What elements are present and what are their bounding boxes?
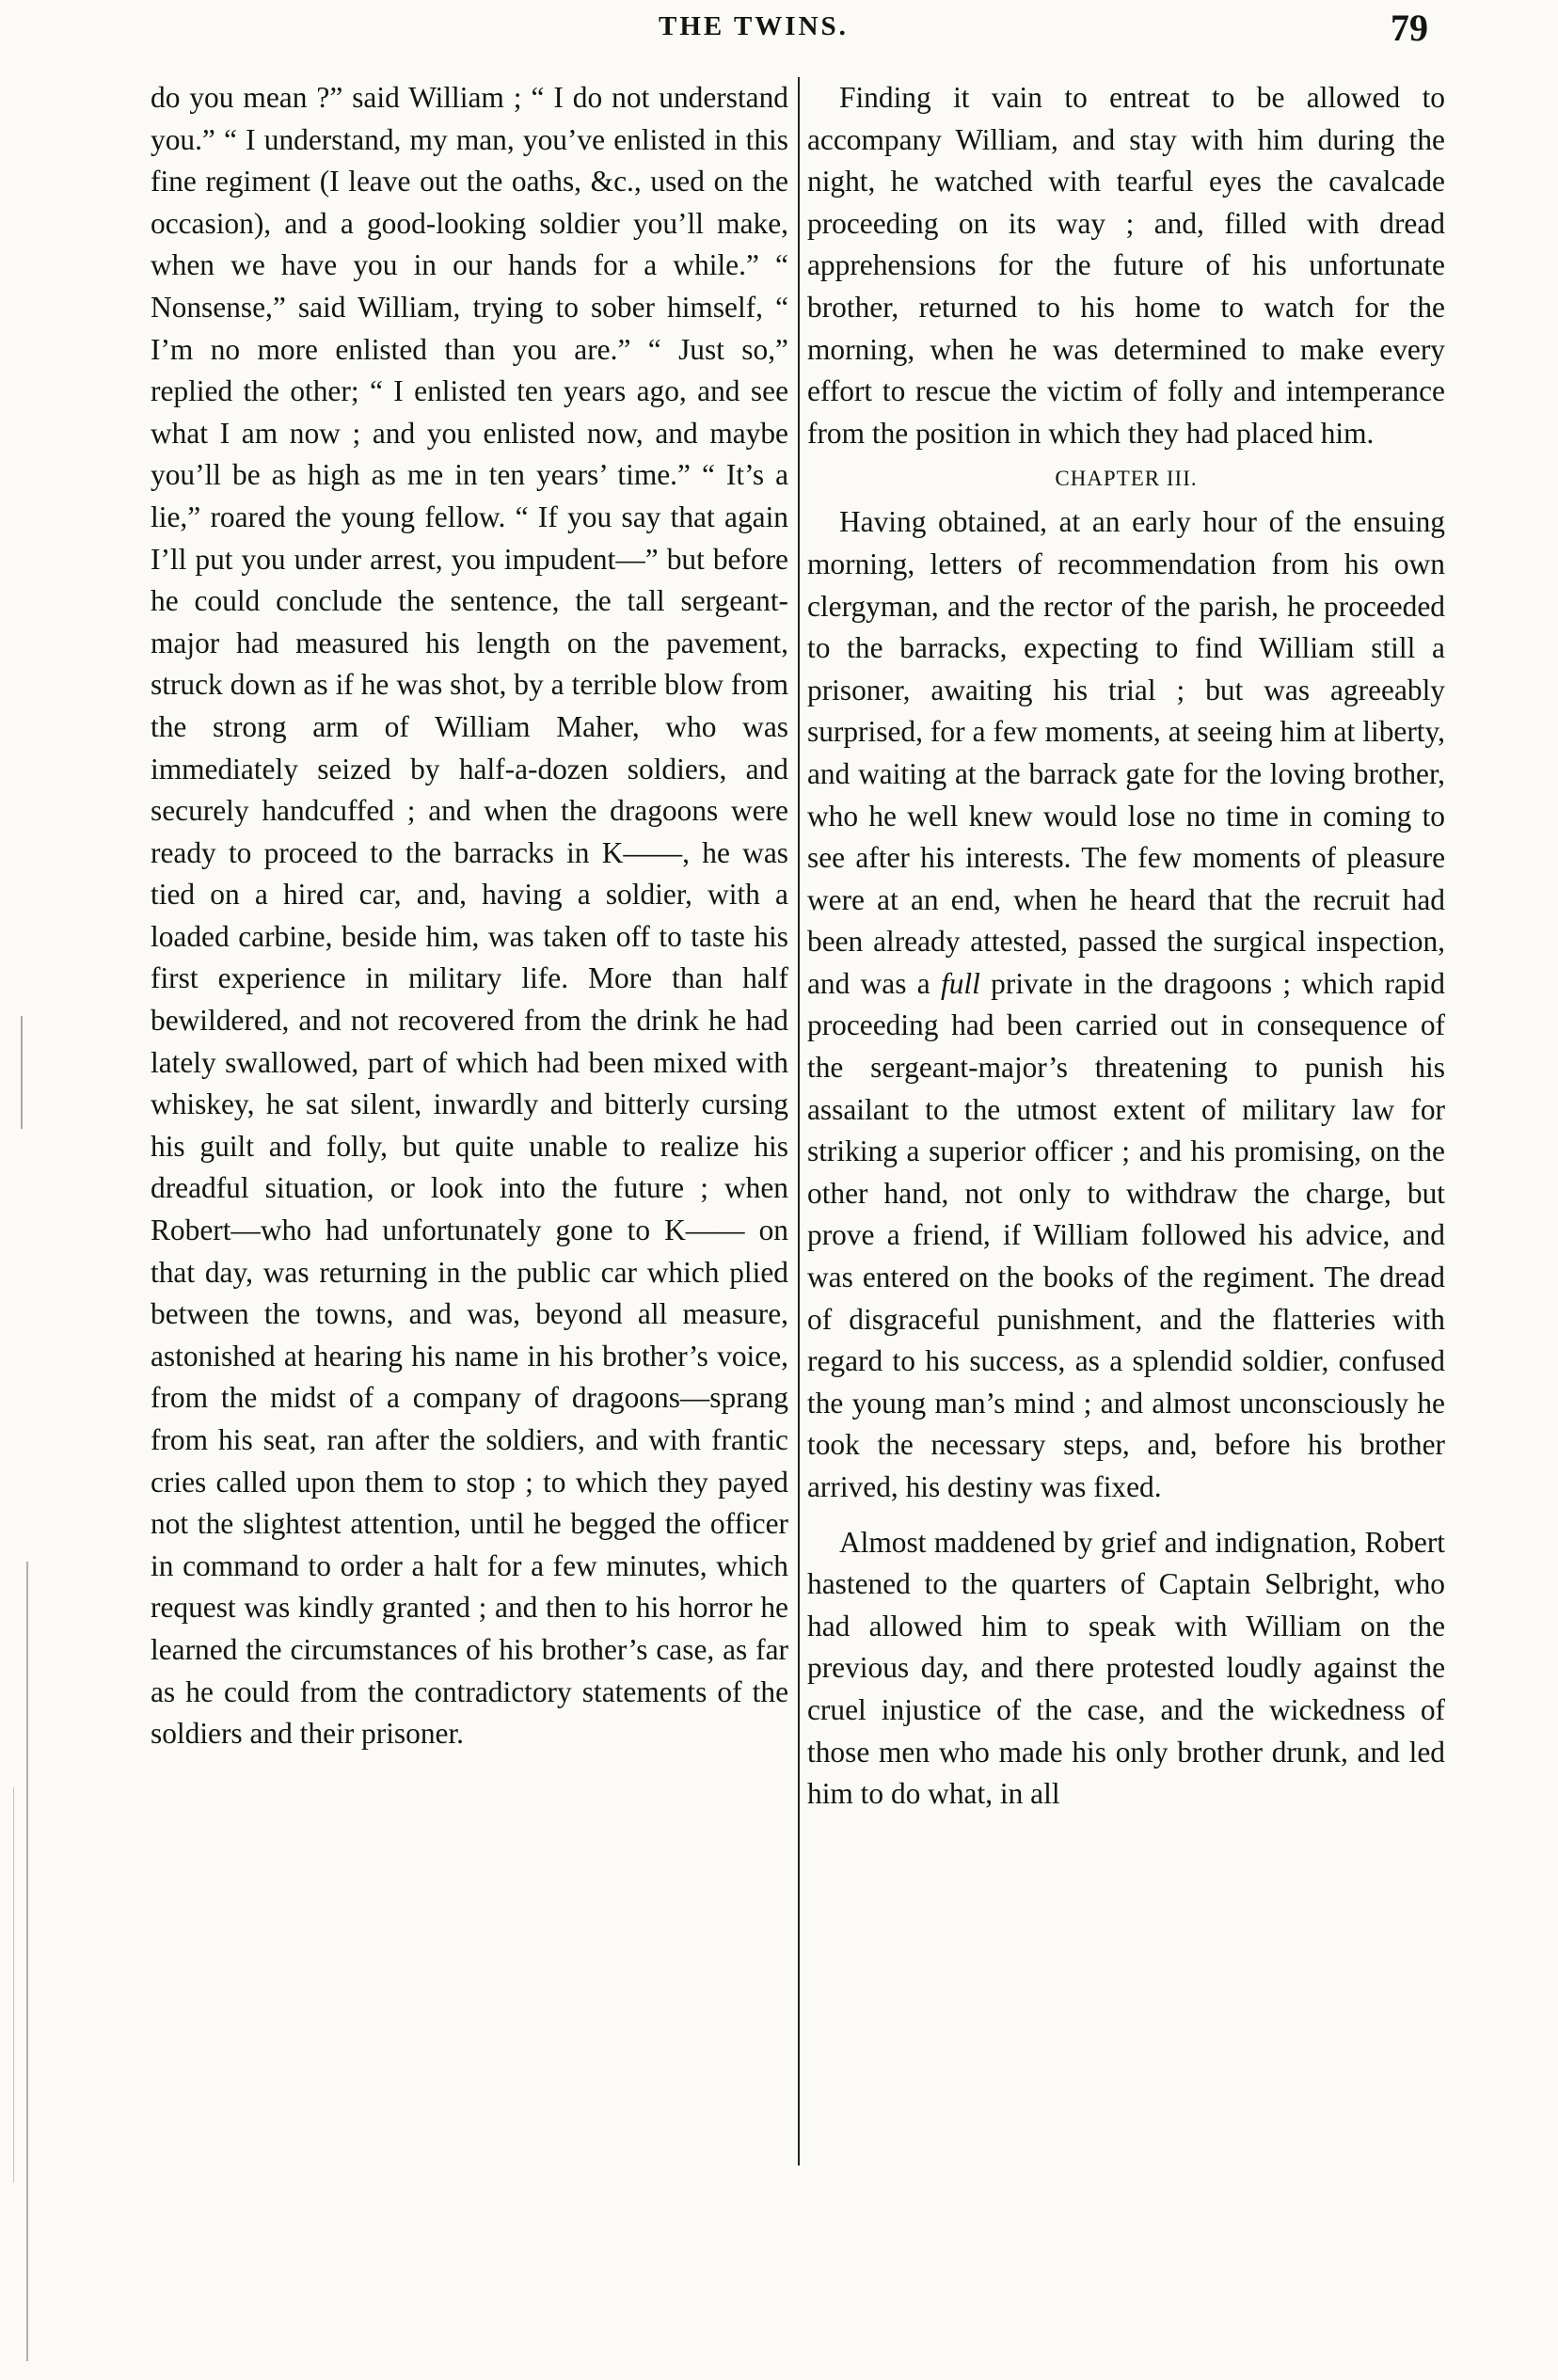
paragraph-2-text-end: private in the dragoons ; which rapid proceeding had been carried out in consequence of the sergeant-major’s threatening to punish his assailant to the utmost extent of military law for striking a superior officer ; and his promising, on the other hand, not only to withdraw the charge, but prove a friend, if William followed his advice, and was entered on the books of the regiment. The dread of disgraceful punishment, and the flatteries with regard to his success, as a splendid soldier, confused the young man’s mind ; and almost unconsciously he took the necessary steps, and, before his brother arrived, his destiny was fixed. — [807, 966, 1445, 1503]
left-column — [151, 77, 788, 1755]
page-number: 79 — [1391, 7, 1428, 49]
running-head: THE TWINS. — [659, 11, 849, 41]
scan-mark-left-margin — [26, 1562, 28, 2361]
right-paragraph-1: Finding it vain to entreat to be allowed to accompany William, and stay with him during the night, he watched with tearful eyes the cavalcade proceeding on its way ; and, filled with dread apprehensions for the future of his unfortunate brother, returned to his home to watch for the morning, when he was determined to make every effort to rescue the victim of folly and intemperance from the position in which they had placed him. — [807, 81, 1445, 450]
left-paragraph: do you mean ?” said William ; “ I do not understand you.” “ I understand, my man, you’ve enlisted in this fine regiment (I leave out the oaths, &c., used on the occasion), and a good-looking soldier you’ll make, when we have you in our hands for a while.” “ Nonsense,” said William, trying to sober himself, “ I’m no more enlisted than you are.” “ Just so,” replied the other; “ I enlisted ten years ago, and see what I am now ; and you enlisted now, and maybe you’ll be as high as me in ten years’ time.” “ It’s a lie,” roared the young fellow. “ If you say that again I’ll put you under arrest, you impudent—” but before he could conclude the sentence, the tall sergeant-major had measured his length on the pavement, struck down as if he was shot, by a terrible blow from the strong arm of William Maher, who was immediately seized by half-a-dozen soldiers, and securely handcuffed ; and when the dragoons were ready to proceed to the barracks in K——, he was tied on a hired car, and, having a soldier, with a loaded carbine, beside him, was taken off to taste his first experience in military life. More than half bewildered, and not recovered from the drink he had lately swallowed, part of which had been mixed with whiskey, he sat silent, inwardly and bitterly cursing his guilt and folly, but quite unable to realize his dreadful situation, or look into the future ; when Robert—who had unfortunately gone to K—— on that day, was returning in the public car which plied between the towns, and was, beyond all measure, astonished at hearing his name in his brother’s voice, from the midst of a company of dragoons—sprang from his seat, ran after the soldiers, and with frantic cries called upon them to stop ; to which they payed not the slightest attention, until he begged the officer in command to order a halt for a few minutes, which request was kindly granted ; and then to his horror he learned the circumstances of his brother’s case, as far as he could from the contradictory statements of the soldiers and their prisoner. — [151, 81, 788, 1751]
column-divider — [798, 77, 800, 2166]
right-column — [807, 77, 1445, 1816]
page-header — [0, 6, 1558, 51]
right-paragraph-3: Almost maddened by grief and indignation, Robert hastened to the quarters of Captain Selbright, who had allowed him to speak with William on the previous day, and there protested loudly against the cruel injustice of the case, and the wickedness of those men who made his only brother drunk, and led him to do what, in all — [807, 1525, 1445, 1811]
right-paragraph-2 — [807, 501, 1445, 1508]
paragraph-2-text-start: Having obtained, at an early hour of the ensuing morning, letters of recommendation from his own clergyman, and the rector of the parish, he proceeded to the barracks, expecting to find William still a prisoner, awaiting his trial ; but was agreeably surprised, for a few moments, at seeing him at liberty, and waiting at the barrack gate for the loving brother, who he well knew would lose no time in coming to see after his interests. The few moments of pleasure were at an end, when he heard that the recruit had been already attested, passed the surgical inspection, and was a — [807, 505, 1445, 1000]
italic-word: full — [941, 966, 980, 1000]
scan-mark-left-margin — [21, 1016, 23, 1129]
chapter-heading: CHAPTER III. — [1055, 467, 1198, 491]
scan-mark-left-margin — [13, 1787, 14, 2182]
